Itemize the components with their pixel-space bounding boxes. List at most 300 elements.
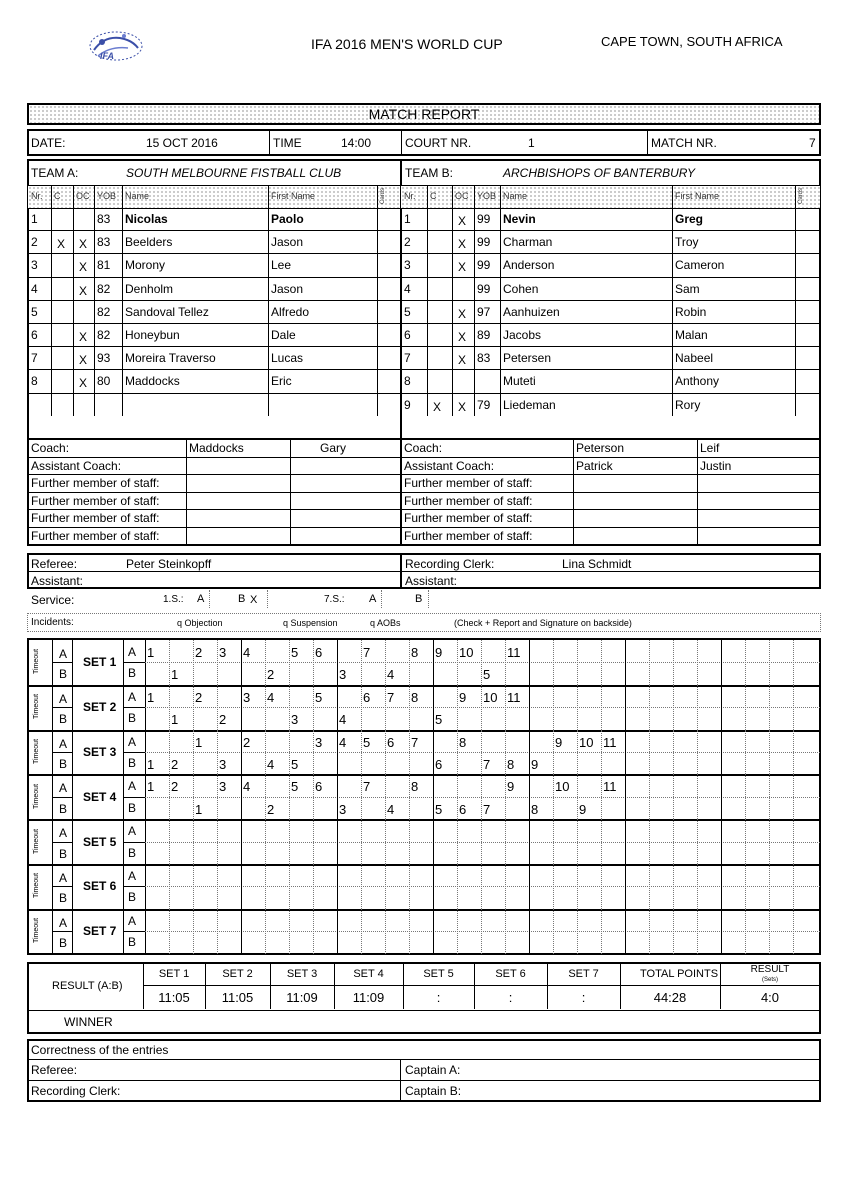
player-last-name: Beelders [125,235,173,250]
rule-line [265,640,266,685]
player-row [28,207,400,230]
player-first-name: Rory [675,397,701,412]
correct-referee-label: Referee: [31,1063,78,1077]
rule-line [72,864,73,909]
correctness-title: Correctness of the entries [31,1043,169,1057]
score-cell: 5 [291,645,299,660]
rule-line [385,730,386,775]
team-b-row-label: B [59,757,68,771]
rule-line [601,864,602,909]
rule-line [193,730,194,775]
rule-line [337,730,338,775]
score-cell: 5 [435,801,443,817]
col-header-c: C [430,191,437,201]
timeout-label: Timeout [33,873,41,899]
rule-line [361,730,362,775]
player-first-name: Lee [271,258,292,273]
rule-line [457,730,458,775]
rule-line [28,730,820,732]
rule-line [505,909,506,954]
rule-line [337,685,338,730]
player-yob: 83 [97,212,111,226]
team-a-row-label: A [59,691,68,706]
score-cell: 2 [243,734,251,750]
timeout-label: Timeout [33,738,41,765]
rule-line [769,909,770,954]
team-b-row-label: B [59,667,68,682]
rule-line [361,685,362,730]
set-label: SET 6 [83,879,117,894]
court-value: 1 [528,136,535,150]
rule-line [28,492,400,493]
rule-line [289,730,290,775]
rule-line [241,730,242,775]
player-first-name: Dale [271,328,296,342]
rule-line [289,774,290,819]
court-label: COURT NR. [405,136,472,150]
result-value: : [436,990,441,1005]
set-label: SET 2 [83,700,117,715]
rule-line [721,640,722,685]
col-header-cards: Cards [380,187,387,205]
player-number: 2 [404,235,411,250]
coach-label: Coach: [31,441,70,455]
rule-line [145,797,820,798]
player-last-name: Muteti [503,374,536,389]
player-number: 4 [404,281,411,296]
assistant-coach-last-name: Patrick [576,458,613,473]
suspension-checkbox[interactable]: q Suspension [283,618,338,628]
co-captain-mark: X [458,399,467,414]
rule-line [457,640,458,685]
score-cell: 7 [387,689,395,705]
rule-line [123,662,145,663]
rule-line [123,886,145,887]
coach-first-name: Leif [700,441,720,455]
score-cell: 2 [267,801,275,817]
set-team-a-label: A [128,689,137,704]
rule-line [313,774,314,819]
player-first-name: Jason [271,235,304,250]
score-cell: 11 [603,779,617,795]
time-label: TIME [273,136,302,150]
player-first-name: Cameron [675,258,725,273]
rule-line [289,819,290,864]
rule-line [28,509,400,510]
sets-result-label: RESULT [750,964,790,975]
rule-line [289,864,290,909]
rule-line [385,774,386,819]
set-label: SET 3 [83,745,117,759]
rule-line [745,909,746,954]
player-last-name: Anderson [503,258,555,273]
rule-line [553,640,554,685]
result-value: : [581,990,586,1005]
rule-line [265,819,266,864]
rule-line [481,909,482,954]
rule-line [481,819,482,864]
score-cell: 6 [435,757,443,772]
rule-line [769,730,770,775]
player-row [28,300,400,323]
player-yob: 80 [97,374,111,389]
rule-line [433,640,434,685]
correct-clerk-label: Recording Clerk: [31,1084,121,1098]
col-header-yob: YOB [477,191,497,201]
col-header-oc: OC [455,191,469,201]
rule-line [577,909,578,954]
rule-line [433,730,434,775]
staff-label: Further member of staff: [404,528,533,543]
rule-line [169,774,170,819]
set-label: SET 5 [83,834,117,849]
rule-line [745,819,746,864]
rule-line [601,640,602,685]
rule-line [577,730,578,775]
rule-line [265,774,266,819]
team-b-row-label: B [59,936,68,951]
logo-text: IFA [100,51,115,61]
col-header-c: C [54,191,61,201]
match-value: 7 [809,136,816,150]
incidents-label: Incidents: [31,617,74,628]
score-cell: 2 [171,757,179,772]
score-cell: 3 [291,712,299,728]
rule-line [385,640,386,685]
score-cell: 2 [267,667,275,683]
set-team-b-label: B [128,711,137,726]
score-cell: 3 [315,734,323,750]
rule-line [577,819,578,864]
player-number: 8 [404,374,411,389]
result-value: 11:09 [286,990,318,1005]
set-team-a-label: A [128,824,137,839]
rule-line [769,864,770,909]
rule-line [72,819,73,864]
rule-line [28,774,820,776]
rule-line [265,909,266,954]
player-first-name: Malan [675,328,708,342]
rule-line [123,931,145,932]
player-yob: 99 [477,235,491,250]
sets-result-sub: (Sets) [761,977,778,983]
rule-line [697,909,698,954]
clerk-assistant-label: Assistant: [405,574,458,588]
player-first-name: Sam [675,281,700,296]
rule-line [625,640,626,685]
rule-line [313,730,314,775]
player-last-name: Nevin [503,212,536,226]
rule-line [361,864,362,909]
date-label: DATE: [31,136,66,150]
score-cell: 5 [363,734,371,750]
rule-line [72,909,73,954]
score-cell: 7 [483,757,491,772]
result-header: SET 2 [222,968,253,980]
rule-line [529,685,530,730]
rule-line [217,774,218,819]
result-header: SET 3 [286,968,318,980]
rule-line [601,685,602,730]
timeout-label: Timeout [33,694,41,720]
score-cell: 10 [459,645,474,660]
rule-line [289,909,290,954]
captain-b-label: Captain B: [405,1084,462,1098]
set-label: SET 1 [83,655,117,670]
score-cell: 2 [195,689,203,705]
rule-line [52,707,72,708]
rule-line [145,842,820,843]
player-first-name: Anthony [675,374,720,389]
player-first-name: Troy [675,235,699,250]
team-b-row-label: B [59,801,68,816]
rule-line [577,685,578,730]
player-number: 6 [404,328,411,342]
player-yob: 83 [477,351,491,366]
rule-line [193,774,194,819]
rule-line [217,640,218,685]
rule-line [601,730,602,775]
player-number: 3 [404,258,411,273]
rule-line [505,640,506,685]
team-a-row-label: A [59,915,68,930]
player-row [28,393,400,416]
set-team-a-label: A [128,645,137,659]
player-last-name: Nicolas [125,212,168,226]
rule-line [193,909,194,954]
rule-line [673,774,674,819]
time-value: 14:00 [341,136,372,150]
col-header-first: First Name [271,191,316,201]
location: CAPE TOWN, SOUTH AFRICA [601,34,783,49]
rule-line [721,774,722,819]
rule-line [169,730,170,775]
rule-line [697,774,698,819]
score-cell: 4 [243,779,251,795]
rule-line [673,909,674,954]
staff-label: Further member of staff: [404,476,533,490]
staff-label: Further member of staff: [31,476,160,490]
rule-line [289,640,290,685]
service-7s-a: A [369,593,377,605]
match-label: MATCH NR. [651,136,717,150]
score-cell: 3 [339,667,347,683]
rule-line [193,640,194,685]
rule-line [457,685,458,730]
rule-line [241,640,242,685]
rule-line [334,963,335,1009]
rule-line [505,864,506,909]
rule-line [52,886,72,887]
rule-line [313,864,314,909]
score-cell: 4 [243,645,251,660]
rule-line [649,819,650,864]
rule-line [745,774,746,819]
rule-line [409,685,410,730]
rule-line [793,819,794,864]
rule-line [769,640,770,685]
result-header: SET 6 [495,968,526,980]
ifa-logo [80,28,150,68]
team-b-row-label: B [59,891,68,906]
rule-line [649,640,650,685]
player-number: 8 [31,374,38,389]
rule-line [720,963,721,1009]
coach-first-name: Gary [320,441,347,455]
result-label: RESULT (A:B) [52,980,123,992]
objection-checkbox[interactable]: q Objection [177,618,223,628]
score-cell: 8 [411,645,419,660]
score-cell: 3 [243,689,251,705]
rule-line [361,640,362,685]
rule-line [28,819,820,821]
player-last-name: Aanhuizen [503,304,560,319]
rule-line [529,730,530,775]
rule-line [123,752,145,753]
rule-line [673,819,674,864]
result-header: TOTAL POINTS [640,968,719,980]
rule-line [481,864,482,909]
rule-line [145,931,820,932]
score-cell: 10 [483,689,498,705]
rule-line [265,864,266,909]
rule-line [409,774,410,819]
rule-line [28,685,820,687]
rule-line [270,963,271,1009]
player-yob: 82 [97,281,111,296]
rule-line [793,909,794,954]
player-first-name: Lucas [271,351,304,366]
referee-label: Referee: [31,557,78,571]
rule-line [529,774,530,819]
score-cell: 3 [219,645,227,660]
rule-line [697,730,698,775]
captain-mark: X [433,399,442,414]
rule-line [385,864,386,909]
player-first-name: Jason [271,281,304,296]
rule-line [401,457,820,458]
rule-line [625,774,626,819]
co-captain-mark: X [458,353,467,368]
score-cell: 2 [195,645,203,660]
rule-line [529,909,530,954]
clerk-label: Recording Clerk: [405,557,495,571]
service-1s-label: 1.S.: [163,594,184,605]
score-cell: 10 [555,779,570,795]
set-team-b-label: B [128,800,137,815]
score-cell: 8 [411,689,419,705]
service-1s-a: A [197,593,205,605]
staff-label: Further member of staff: [31,528,160,543]
rule-line [481,774,482,819]
score-cell: 8 [507,757,515,772]
score-cell: 2 [219,712,227,728]
rule-line [721,819,722,864]
player-yob: 89 [477,328,491,342]
score-cell: 9 [579,801,587,817]
rule-line [193,685,194,730]
rule-line [553,819,554,864]
player-first-name: Greg [675,212,704,226]
score-cell: 1 [147,779,155,795]
timeout-label: Timeout [33,649,41,675]
assistant-coach-label: Assistant Coach: [31,458,122,473]
score-cell: 9 [531,757,539,772]
player-first-name: Robin [675,304,707,319]
rule-line [481,640,482,685]
co-captain-mark: X [79,353,88,368]
rule-line [457,819,458,864]
rule-line [145,752,820,753]
rule-line [625,685,626,730]
rule-line [457,774,458,819]
timeout-label: Timeout [33,918,41,944]
rule-line [697,864,698,909]
player-number: 2 [31,235,38,250]
score-cell: 11 [603,734,617,750]
rule-line [697,819,698,864]
service-7s-b: B [415,593,423,605]
score-cell: 4 [339,712,347,728]
referee-name: Peter Steinkopff [126,557,212,571]
referee-assistant-label: Assistant: [31,574,84,588]
rule-line [169,640,170,685]
co-captain-mark: X [79,283,88,298]
aobs-checkbox[interactable]: q AOBs [370,618,401,628]
service-1s-b-mark[interactable]: X [250,594,258,606]
player-yob: 99 [477,281,491,296]
score-cell: 5 [435,712,443,728]
player-yob: 81 [97,258,111,273]
rule-line [313,819,314,864]
rule-line [241,685,242,730]
timeout-label: Timeout [33,828,41,854]
rule-line [793,774,794,819]
rule-line [169,909,170,954]
player-last-name: Maddocks [125,374,180,389]
team-b-name: ARCHBISHOPS OF BANTERBURY [503,166,696,180]
rule-line [337,640,338,685]
co-captain-mark: X [458,237,467,252]
co-captain-mark: X [79,376,88,391]
rule-line [169,685,170,730]
rule-line [601,819,602,864]
score-cell: 7 [363,645,371,660]
score-cell: 9 [555,734,563,750]
player-last-name: Liedeman [503,397,556,412]
col-header-first: First Name [675,191,720,201]
rule-line [793,685,794,730]
rule-line [547,963,548,1009]
score-cell: 1 [195,801,203,817]
co-captain-mark: X [79,330,88,344]
staff-label: Further member of staff: [404,493,533,508]
rule-line [649,909,650,954]
rule-line [217,730,218,775]
rule-line [361,774,362,819]
set-team-a-label: A [128,913,137,928]
player-last-name: Sandoval Tellez [125,304,209,319]
player-row [401,369,820,392]
rule-line [625,864,626,909]
player-yob: 99 [477,258,491,273]
score-cell: 6 [459,801,467,817]
result-value: 11:05 [158,990,190,1005]
score-cell: 9 [507,779,515,795]
score-cell: 5 [291,779,299,795]
score-cell: 4 [387,801,395,817]
col-header-oc: OC [76,191,90,201]
